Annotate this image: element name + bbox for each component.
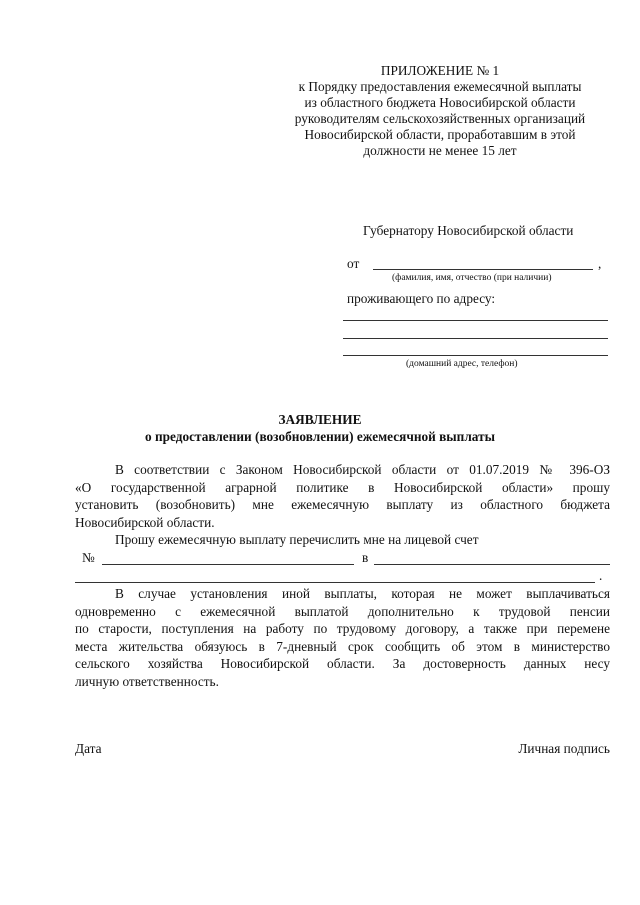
account-number-field[interactable]: [102, 564, 354, 565]
account-request-text: Прошу ежемесячную выплату перечислить мне на лицевой счет: [115, 532, 479, 547]
address-field-line-2[interactable]: [343, 338, 608, 339]
paragraph-line: одновременно с ежемесячной выплатой дополнительно к трудовой пенсии: [75, 603, 610, 619]
address-field-line-3[interactable]: [343, 355, 608, 356]
appendix-header: [270, 63, 610, 159]
paragraph-line: сельского хозяйства Новосибирской области. За достоверность данных несу: [75, 656, 610, 672]
account-number-label: №: [82, 550, 95, 565]
bank-name-field-continued[interactable]: [75, 582, 595, 583]
appendix-line: руководителям сельскохозяйственных организаций: [294, 111, 586, 126]
from-label: от: [347, 256, 360, 271]
residence-label: проживающего по адресу:: [347, 291, 496, 306]
bank-name-field[interactable]: [374, 564, 610, 565]
paragraph-line: Новосибирской области.: [75, 514, 215, 530]
obligation-paragraph: [75, 585, 610, 691]
appendix-line: Новосибирской области, проработавшим в этой: [304, 127, 576, 142]
signature-label: Личная подпись: [518, 741, 610, 756]
address-field-line-1[interactable]: [343, 320, 608, 321]
appendix-line: должности не менее 15 лет: [363, 143, 517, 158]
address-hint: (домашний адрес, телефон): [406, 359, 518, 369]
paragraph-line: места жительства обязуюсь в 7-дневный срок сообщить об этом в министерство: [75, 638, 610, 654]
request-paragraph: [75, 461, 610, 531]
addressee-governor: Губернатору Новосибирской области: [363, 223, 574, 238]
paragraph-line: личную ответственность.: [75, 673, 219, 689]
paragraph-line: В соответствии с Законом Новосибирской области от 01.07.2019 № 396-ОЗ: [115, 462, 610, 477]
paragraph-line: по старости, поступления на работу по трудовому договору, а также при перемене: [75, 621, 610, 637]
statement-title: ЗАЯВЛЕНИЕ: [278, 412, 362, 427]
appendix-line: из областного бюджета Новосибирской области: [304, 95, 576, 110]
paragraph-line: установить (возобновить) мне ежемесячную выплату из областного бюджета: [75, 497, 610, 513]
statement-subtitle: о предоставлении (возобновлении) ежемесячной выплаты: [144, 429, 496, 444]
full-name-hint: (фамилия, имя, отчество (при наличии): [392, 273, 552, 283]
paragraph-line: В случае установления иной выплаты, которая не может выплачиваться: [115, 586, 610, 601]
bank-label: в: [362, 550, 369, 565]
date-label: Дата: [75, 741, 102, 756]
appendix-title: ПРИЛОЖЕНИЕ № 1: [380, 63, 500, 78]
appendix-line: к Порядку предоставления ежемесячной выплаты: [298, 79, 582, 94]
full-name-field[interactable]: [373, 269, 593, 270]
from-comma: ,: [598, 256, 602, 271]
end-dot: .: [599, 568, 603, 583]
paragraph-line: «О государственной аграрной политике в Новосибирской области» прошу: [75, 479, 610, 495]
